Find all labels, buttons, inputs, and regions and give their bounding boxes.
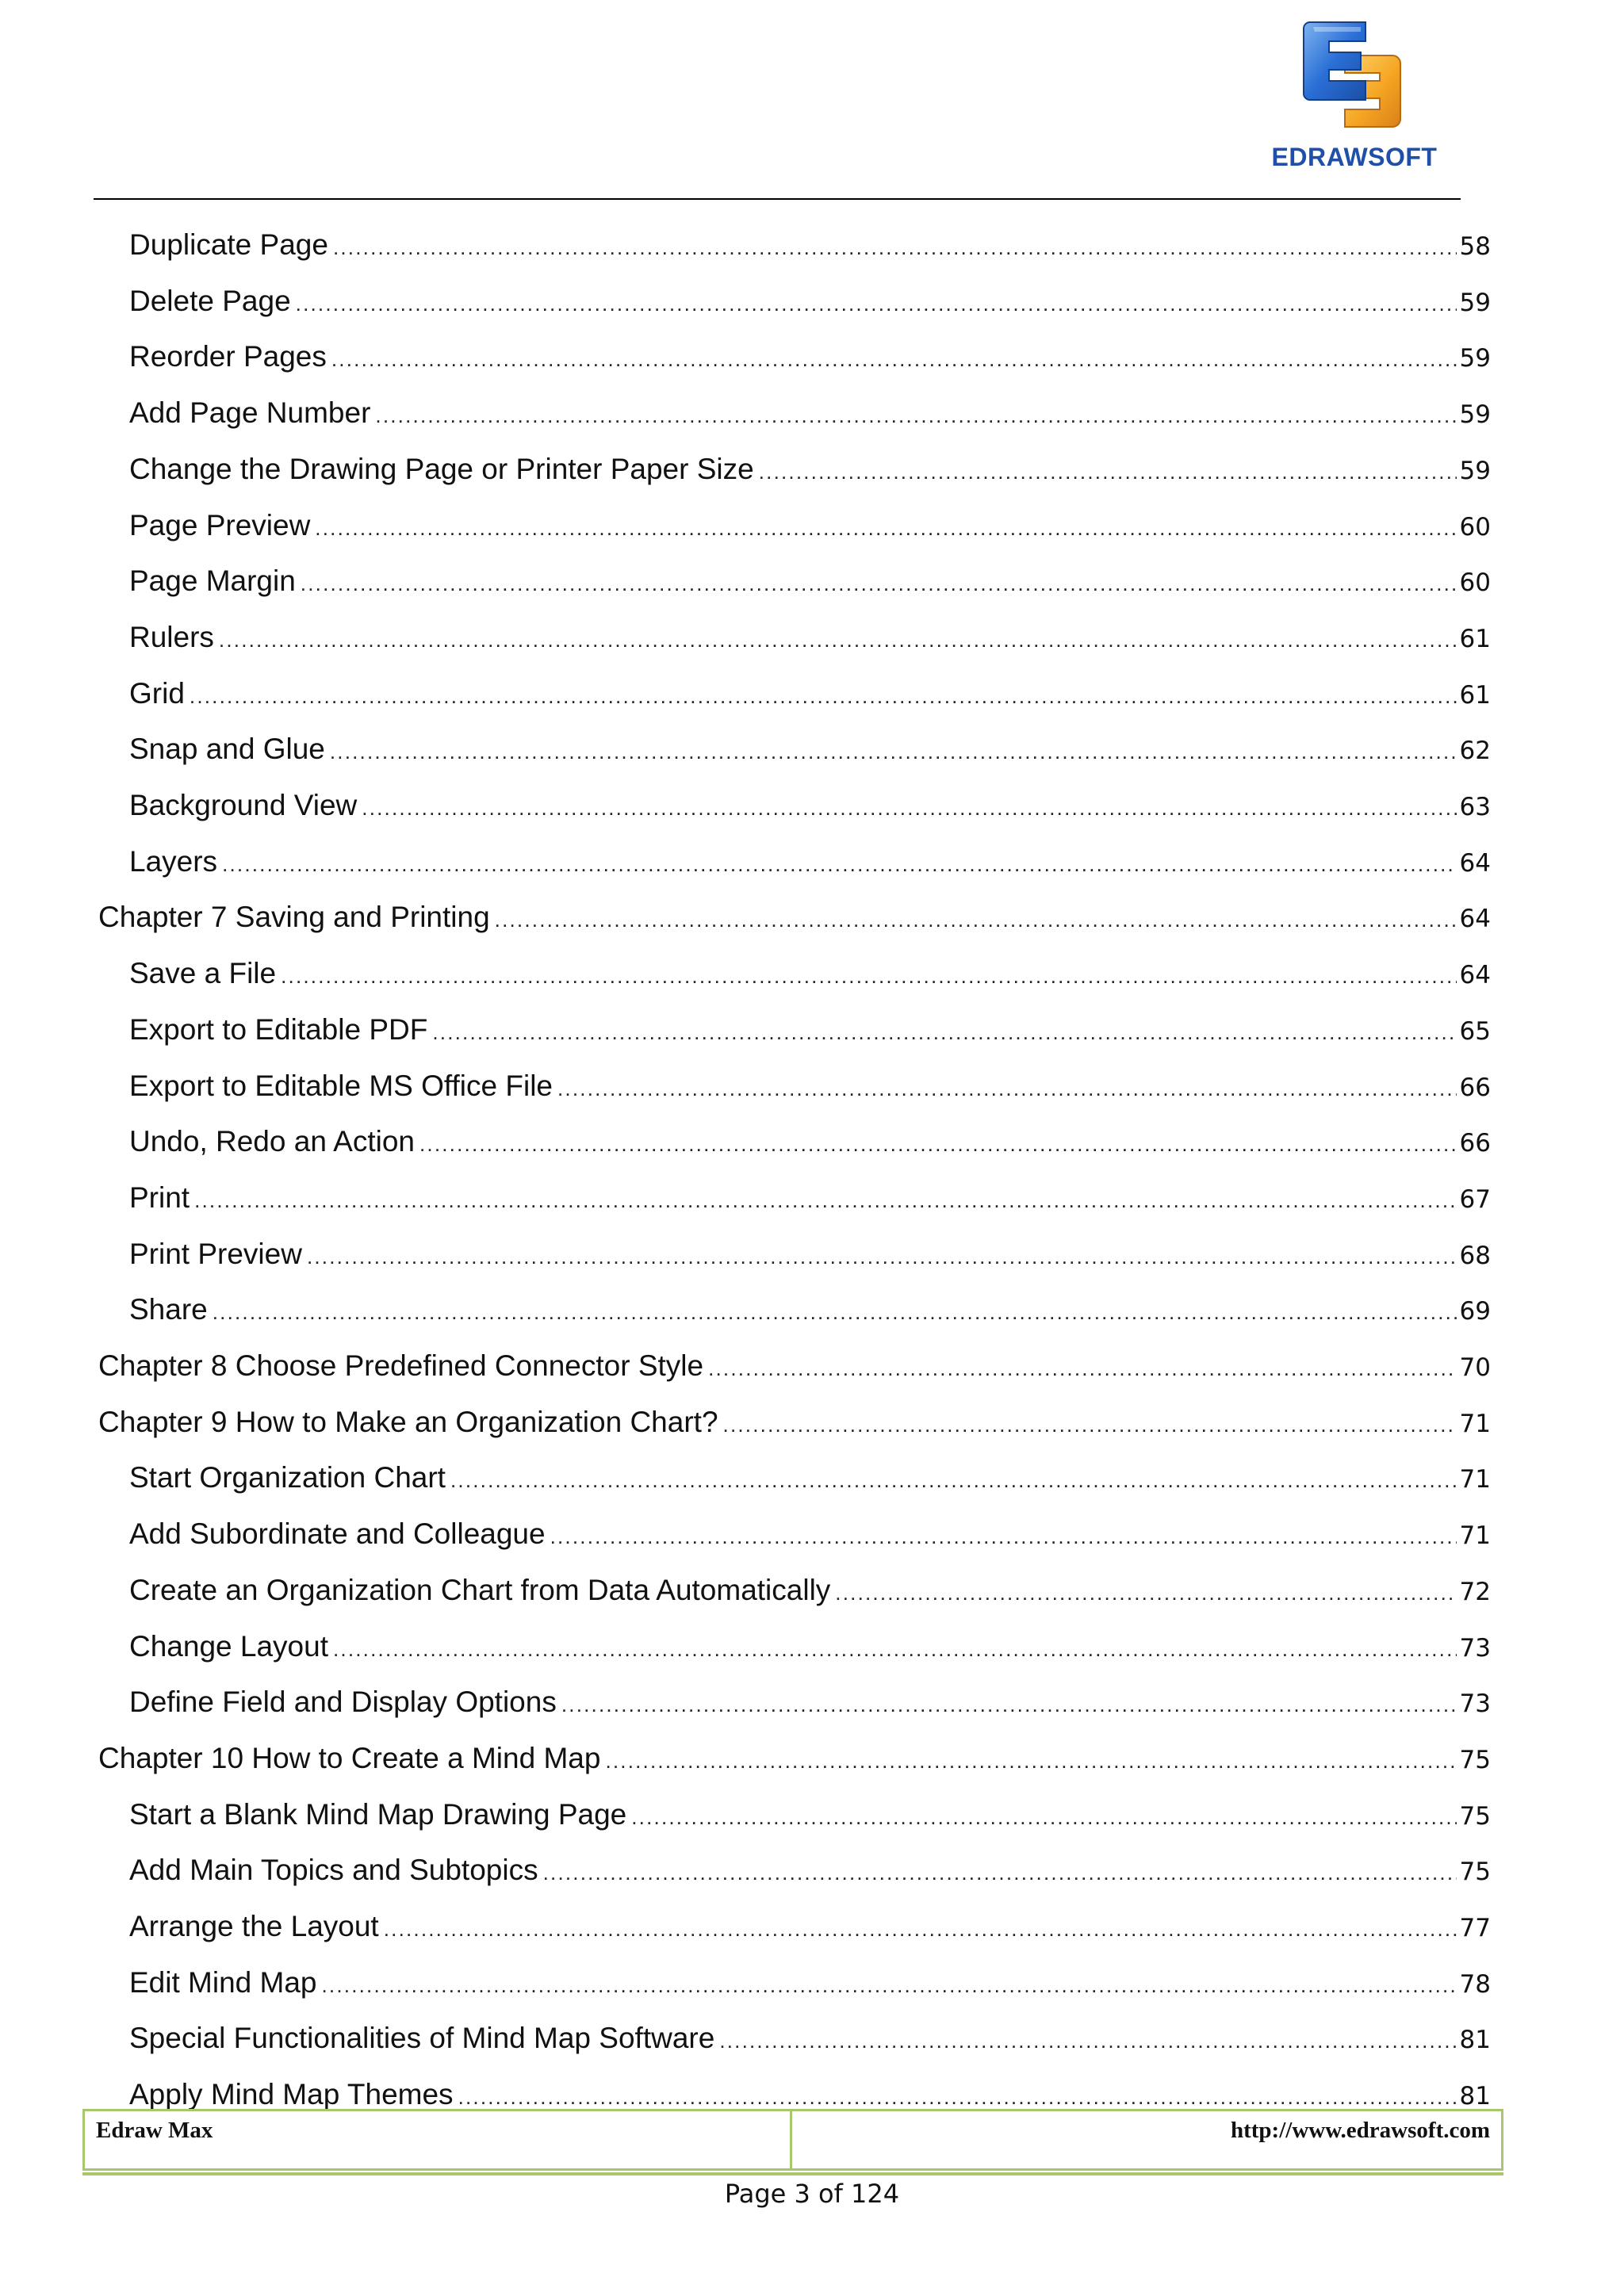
toc-entry-page: 61 — [1459, 624, 1491, 653]
toc-entry-title: Chapter 10 How to Create a Mind Map — [98, 1741, 601, 1774]
toc-dot-leader — [631, 1805, 1456, 1830]
toc-entry-page: 66 — [1459, 1073, 1491, 1102]
toc-entry-title: Page Preview — [129, 508, 311, 541]
toc-entry-title: Apply Mind Map Themes — [129, 2078, 454, 2111]
toc-entry-title: Start Organization Chart — [129, 1461, 446, 1494]
toc-entry-title: Save a File — [129, 957, 277, 990]
toc-entry-title: Undo, Redo an Action — [129, 1125, 415, 1158]
toc-dot-leader — [458, 2085, 1457, 2110]
toc-entry-page: 73 — [1459, 1633, 1491, 1663]
toc-section-entry[interactable] — [129, 2022, 1491, 2060]
toc-entry-page: 64 — [1459, 961, 1491, 990]
toc-entry-title: Background View — [129, 789, 358, 821]
toc-dot-leader — [561, 1693, 1457, 1717]
toc-section-entry[interactable] — [129, 396, 1491, 434]
toc-entry-page: 72 — [1459, 1577, 1491, 1606]
toc-entry-page: 81 — [1459, 2026, 1491, 2055]
toc-section-entry[interactable] — [129, 509, 1491, 547]
toc-dot-leader — [219, 628, 1457, 652]
toc-section-entry[interactable] — [129, 677, 1491, 715]
toc-entry-title: Duplicate Page — [129, 228, 328, 261]
toc-section-entry[interactable] — [129, 1238, 1491, 1276]
toc-entry-title: Special Functionalities of Mind Map Software — [129, 2022, 715, 2055]
toc-entry-title: Start a Blank Mind Map Drawing Page — [129, 1797, 627, 1831]
toc-dot-leader — [759, 460, 1457, 484]
toc-section-entry[interactable] — [129, 957, 1491, 995]
toc-entry-title: Snap and Glue — [129, 733, 325, 766]
toc-section-entry[interactable] — [129, 1686, 1491, 1724]
toc-dot-leader — [419, 1132, 1457, 1157]
toc-entry-page: 59 — [1459, 344, 1491, 373]
toc-entry-page: 60 — [1459, 512, 1491, 541]
footer-product-name: Edraw Max — [85, 2111, 792, 2168]
toc-entry-title: Reorder Pages — [129, 340, 327, 373]
toc-entry-title: Create an Organization Chart from Data Automatically — [129, 1573, 831, 1606]
toc-section-entry[interactable] — [129, 1910, 1491, 1948]
toc-entry-title: Define Field and Display Options — [129, 1686, 557, 1719]
toc-entry-page: 69 — [1459, 1297, 1491, 1326]
toc-entry-page: 70 — [1459, 1353, 1491, 1382]
toc-dot-leader — [333, 1637, 1457, 1662]
logo-wordmark: EDRAWSOFT — [1271, 143, 1438, 171]
toc-section-entry[interactable] — [129, 1966, 1491, 2004]
toc-section-entry[interactable] — [129, 1125, 1491, 1163]
toc-dot-leader — [307, 1245, 1457, 1269]
toc-section-entry[interactable] — [129, 1630, 1491, 1668]
toc-entry-page: 59 — [1459, 288, 1491, 317]
toc-chapter-entry[interactable] — [98, 1349, 1491, 1387]
page-number: Page 3 of 124 — [724, 2179, 900, 2209]
toc-dot-leader — [322, 1973, 1457, 1998]
toc-entry-page: 64 — [1459, 848, 1491, 878]
toc-dot-leader — [543, 1861, 1457, 1885]
toc-entry-page: 75 — [1459, 1858, 1491, 1887]
toc-entry-title: Add Main Topics and Subtopics — [129, 1854, 538, 1887]
toc-section-entry[interactable] — [129, 621, 1491, 659]
toc-section-entry[interactable] — [129, 733, 1491, 771]
toc-dot-leader — [708, 1357, 1456, 1381]
toc-dot-leader — [719, 2029, 1456, 2053]
toc-dot-leader — [432, 1020, 1456, 1045]
toc-dot-leader — [315, 516, 1456, 541]
toc-section-entry[interactable] — [129, 1070, 1491, 1108]
toc-entry-page: 58 — [1459, 232, 1491, 261]
toc-section-entry[interactable] — [129, 285, 1491, 323]
toc-entry-title: Add Page Number — [129, 396, 371, 430]
toc-entry-title: Share — [129, 1293, 208, 1326]
toc-section-entry[interactable] — [129, 845, 1491, 883]
toc-dot-leader — [190, 684, 1457, 709]
toc-entry-page: 66 — [1459, 1129, 1491, 1158]
toc-entry-page: 63 — [1459, 793, 1491, 821]
toc-section-entry[interactable] — [129, 564, 1491, 603]
toc-entry-page: 75 — [1459, 1801, 1491, 1831]
toc-section-entry[interactable] — [129, 1574, 1491, 1612]
toc-dot-leader — [281, 964, 1456, 989]
toc-dot-leader — [362, 796, 1456, 821]
toc-section-entry[interactable] — [129, 1461, 1491, 1499]
toc-entry-title: Print — [129, 1181, 190, 1214]
toc-entry-page: 78 — [1459, 1969, 1491, 1999]
toc-entry-page: 59 — [1459, 456, 1491, 485]
toc-dot-leader — [333, 235, 1457, 260]
toc-dot-leader — [605, 1749, 1456, 1774]
toc-entry-title: Chapter 7 Saving and Printing — [98, 901, 490, 934]
toc-entry-page: 71 — [1459, 1465, 1491, 1494]
toc-entry-page: 64 — [1459, 905, 1491, 934]
toc-section-entry[interactable] — [129, 228, 1491, 266]
toc-dot-leader — [222, 852, 1456, 877]
toc-entry-title: Change Layout — [129, 1629, 328, 1663]
footer-box — [82, 2109, 1503, 2171]
toc-section-entry[interactable] — [129, 789, 1491, 827]
toc-dot-leader — [495, 908, 1457, 932]
toc-entry-page: 62 — [1459, 737, 1491, 766]
toc-entry-page: 73 — [1459, 1689, 1491, 1719]
toc-entry-title: Page Margin — [129, 564, 296, 598]
toc-entry-title: Change the Drawing Page or Printer Paper Size — [129, 452, 754, 485]
toc-section-entry[interactable] — [129, 1798, 1491, 1836]
toc-chapter-entry[interactable] — [98, 1406, 1491, 1444]
toc-section-entry[interactable] — [129, 340, 1491, 378]
toc-section-entry[interactable] — [129, 1181, 1491, 1219]
toc-dot-leader — [835, 1581, 1456, 1605]
toc-entry-page: 59 — [1459, 400, 1491, 430]
toc-entry-title: Delete Page — [129, 284, 291, 317]
toc-section-entry[interactable] — [129, 1854, 1491, 1892]
toc-section-entry[interactable] — [129, 1517, 1491, 1556]
toc-dot-leader — [194, 1188, 1456, 1213]
toc-dot-leader — [213, 1300, 1457, 1325]
toc-entry-page: 67 — [1459, 1184, 1491, 1214]
toc-entry-page: 71 — [1459, 1521, 1491, 1551]
toc-dot-leader — [550, 1525, 1457, 1549]
toc-chapter-entry[interactable] — [98, 901, 1491, 939]
toc-dot-leader — [375, 404, 1456, 428]
toc-entry-page: 77 — [1459, 1914, 1491, 1942]
toc-entry-page: 65 — [1459, 1016, 1491, 1046]
toc-dot-leader — [384, 1917, 1457, 1942]
toc-dot-leader — [723, 1413, 1457, 1437]
toc-dot-leader — [301, 572, 1457, 596]
toc-dot-leader — [296, 292, 1457, 316]
toc-section-entry[interactable] — [129, 1293, 1491, 1331]
toc-dot-leader — [330, 740, 1457, 764]
toc-entry-page: 60 — [1459, 568, 1491, 598]
toc-entry-title: Chapter 8 Choose Predefined Connector Style — [98, 1349, 704, 1382]
toc-entry-title: Chapter 9 How to Make an Organization Chart? — [98, 1405, 718, 1438]
toc-section-entry[interactable] — [129, 453, 1491, 491]
toc-entry-page: 68 — [1459, 1241, 1491, 1270]
toc-entry-title: Rulers — [129, 620, 214, 653]
toc-entry-title: Add Subordinate and Colleague — [129, 1517, 546, 1551]
toc-entry-title: Edit Mind Map — [129, 1965, 317, 1999]
toc-entry-page: 75 — [1459, 1745, 1491, 1774]
toc-dot-leader — [557, 1077, 1457, 1101]
toc-chapter-entry[interactable] — [98, 1742, 1491, 1780]
toc-entry-page: 71 — [1459, 1409, 1491, 1438]
toc-section-entry[interactable] — [129, 1013, 1491, 1051]
toc-entry-title: Layers — [129, 844, 218, 878]
toc-entry-title: Arrange the Layout — [129, 1910, 379, 1942]
toc-entry-title: Export to Editable PDF — [129, 1012, 428, 1046]
toc-dot-leader — [331, 347, 1457, 372]
toc-entry-page: 81 — [1459, 2082, 1491, 2111]
toc-entry-title: Print Preview — [129, 1237, 302, 1270]
toc-entry-title: Export to Editable MS Office File — [129, 1069, 553, 1102]
toc-entry-title: Grid — [129, 676, 185, 710]
toc-dot-leader — [450, 1468, 1457, 1493]
footer-website-link[interactable]: http://www.edrawsoft.com — [1230, 2118, 1490, 2143]
toc-entry-page: 61 — [1459, 680, 1491, 710]
